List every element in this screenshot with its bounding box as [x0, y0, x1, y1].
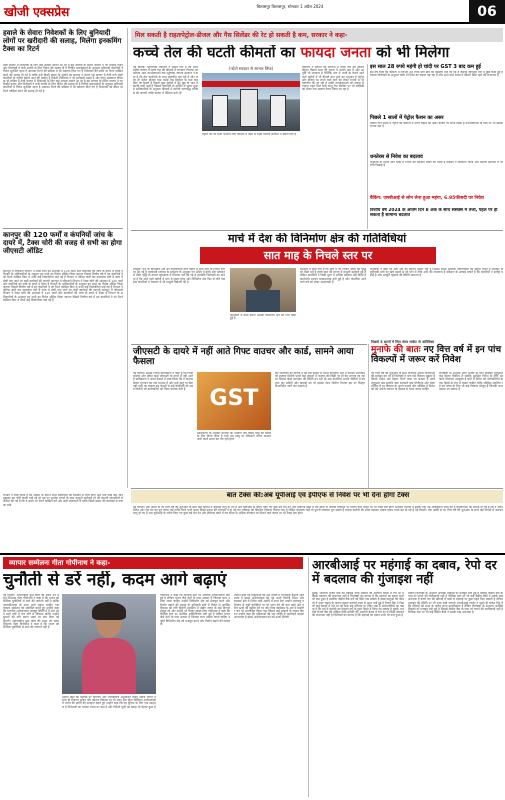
bottom-left-headline: चुनौती से डरें नहीं, कदम आगे बढ़ाएं	[3, 571, 227, 590]
date-line: बिलासपुर बिलासपुर, सोमवार 1 अप्रैल 2024	[256, 4, 324, 9]
top-strip	[131, 28, 503, 42]
bottom-right-body-col1: मुंबई। भारतीय रिजर्व बैंक की मौद्रिक नीति समिति की आगामी बैठक में रेपो दर में किसी बदलाव की संभावना नहीं है विशेषज्ञों का मानना है कि महंगाई का दबाव अभी भी बना हुआ है इसलिए केंद्रीय बैंक दरों को स्थिर रख सकता है खाद्य वस्तुओं की कीमतों में उतार चढ़ाव के कारण खुदरा महंगाई लक्ष्य से ऊपर बनी हुई है रिजर्व बैंक ने पिछली कई बैठकों में रेपो दर को साढ़े छह प्रतिशत पर स्थिर रखा है अर्थशास्त्रियों का कहना है कि दरों में कटौती का फैसला वर्ष के दूसरे हिस्से में लिया जा सकता है मुंबई। भारतीय रिजर्व बैंक की मौद्रिक नीति समिति की आगामी बैठक में रेपो दर में किसी बदलाव की संभावना नहीं है विशेषज्ञों का मानना है कि महंगाई का दबाव अभी भी बना हुआ है	[312, 592, 404, 618]
tax-band-body: नई दिल्ली। एक अप्रैल से नए वित्त वर्ष की शुरुआत के साथ कई नियमों में बदलाव लागू हो गए हैं अब यूपीआई के जरिए किए गए कुछ बड़े लेन देन और ईपीएफ खाते में तय सीमा से अधिक योगदान पर मिलने वाले ब्याज पर भी टैक्स देना होगा आयकर विभाग ने इसके लिए नई अधिसूचना जारी की है करदाताओं को सलाह दी गई है कि वे अपने निवेश और लेन देन का पूरा ब्योरा रखें ताकि रिटर्न भरते समय किसी प्रकार की परेशानी न हो नई कर व्यवस्था को डिफॉल्ट विकल्प बनाया गया है लेकिन करदाता चाहें तो पुरानी व्यवस्था चुन सकते हैं मानक कटौती की सीमा बढ़ाकर पचास हजार रुपये कर दी गई है नई दिल्ली। एक अप्रैल से नए वित्त वर्ष की शुरुआत के साथ कई नियमों में बदलाव लागू हो गए हैं अब यूपीआई के जरिए किए गए कुछ बड़े लेन देन और ईपीएफ खाते में तय सीमा से अधिक योगदान पर मिलने वाले ब्याज पर भी टैक्स देना होगा	[133, 506, 503, 516]
core-body-col4: विशेषज्ञों ने कहा कि सेवा क्षेत्र का प्रदर्शन बेहतर रहा है जिससे समग्र आर्थिक गतिविधियों को सहारा मिला है सरकार के बुनियादी ढांचे पर खर्च बढ़ाने से भी मांग में तेजी आने की संभावना है सर्वेक्षण के आंकड़े बताते हैं कि कंपनियों ने इन्वेंट्री बढ़ाई है और आपूर्ति श्रृंखला की स्थिति सामान्य है	[370, 268, 503, 278]
photo-caption: (फोटो सरकार से साभार लिंक)	[228, 66, 274, 71]
factory-worker-photo	[230, 268, 296, 312]
column-rule	[308, 557, 309, 797]
bottom-left-body-col4: उन्होंने कहा कि महिलाओं की श्रम शक्ति में भागीदारी बढ़ाना आवश्यक है इससे अर्थव्यवस्था को नई ऊर्जा मिलेगी शिक्षा और स्वास्थ्य क्षेत्र में निवेश लंबी अवधि में लाभ देगा उन्होंने जलवायु परिवर्तन से जुड़ी चुनौतियों पर भी ध्यान देने की बात कही और हरित ऊर्जा को बढ़ावा देने पर जोर दिया कार्यक्रम के अंत में प्रश्नोत्तर सत्र भी आयोजित किया गया जिसमें कई सवालों के जवाब दिए गए उन्होंने कहा कि महिलाओं की श्रम शक्ति में भागीदारी बढ़ाना आवश्यक है इससे अर्थव्यवस्था को नई ऊर्जा मिलेगी	[234, 594, 304, 620]
gst-photo-label: GST	[209, 386, 259, 411]
lead-photo	[202, 66, 300, 150]
markets-body-col2: विशेषज्ञों के अनुसार लंबी अवधि के लिए इक्विटी म्यूचुअल फंड बेहतर विकल्प हैं जबकि सुरक्षित निवेश के लिए सरकारी योजनाएं उपयुक्त हैं सोने में निवेश को पोर्टफोलियो के एक हिस्से के रूप में रखना चाहिए ताकि जोखिम संतुलित रहे कर बचत के लिए भी कई विकल्प मौजूद हैं जिनका लाभ उठाया जा सकता है	[439, 372, 503, 392]
markets-headline: मुनाफे की बातः नए वित्त वर्ष में इन पांच विकल्पों में जरूर करें निवेश	[371, 345, 502, 366]
fuel-station-photo	[202, 73, 300, 131]
gst-body-col3: कर विशेषज्ञों का मानना है कि इस फैसले से रिटेल कंपनियों और ई कॉमर्स प्लेटफॉर्म को स्पष्टता मिलेगी पहले कई मामलों में वाउचर की बिक्री पर ही कर लगाया जा रहा था जिससे दोहरे कराधान की स्थिति बन रही थी अब कंपनियां अपनी नीतियों में बदलाव कर सकेंगी और ग्राहकों को भी इसका लाभ मिलेगा विभाग इस पर विस्तृत दिशानिर्देश जारी कर सकता है	[275, 372, 365, 388]
divider	[3, 228, 123, 229]
jobs-kicker: बैकिंग: एसबीआई से लोन लेना हुआ महंगा, 6.95फीसदी पर निवेश	[370, 196, 484, 201]
core-photo-caption: कारखाने में काम करता श्रमिक विनिर्माण क्षेत्र की गति धीमी हुई है	[230, 314, 296, 321]
tax-band	[131, 490, 503, 503]
divider	[131, 488, 503, 489]
left-story-1-headline: हवाले के सेवारः निवेशकों के लिए बुनियादी लोगों पर खरीदारी की सलाह, मिलेगा इनकमिंग टैक्स का रिटर्न	[3, 29, 122, 53]
divider	[131, 344, 367, 345]
left-lower-body: विभाग ने स्पष्ट किया है कि ऑडिट के दौरान सभी दस्तावेजों की बारीकी से जांच होगी और यदि कोई फर्म जानबूझकर कर चोरी करती पाई गई तो उस पर जुर्माना लगाने के साथ कानूनी कार्रवाई भी की जाएगी व्यापारियों से अपील की गई है कि वे समय पर रिटर्न दाखिल करें और सही जानकारी दें ताकि किसी प्रकार की कार्रवाई से बचा जा सके	[3, 494, 123, 507]
left-story-1-body: तेजी बाजार में निवेशकों के लिए कई अवसर सामने आ रहे हैं इस सप्ताह के दौरान बाजार ने नए रिकॉर्ड बनाए और विशेषज्ञों ने लंबी अवधि के लिए निवेश की सलाह दी है वित्तीय सलाहकारों के अनुसार बुनियादी कंपनियों में निवेश सुरक्षित रहता है आयकर रिटर्न की प्रक्रिया में भी बदलाव किए गए हैं निवेशकों को समय पर रिटर्न दाखिल करने की सलाह दी गई है ताकि उन्हें किसी प्रकार के जुर्माने का सामना न करना पड़े बाजार में तेजी बनी रहेगी कंपनियों के नतीजे बेहतर आने की उम्मीद है विदेशी निवेशकों ने भी खरीदारी बढ़ाई है और घरेलू संस्थागत निवेशक भी सक्रिय हैं तेजी बाजार में निवेशकों के लिए कई अवसर सामने आ रहे हैं इस सप्ताह के दौरान बाजार ने नए रिकॉर्ड बनाए और विशेषज्ञों ने लंबी अवधि के लिए निवेश की सलाह दी है वित्तीय सलाहकारों के अनुसार बुनियादी कंपनियों में निवेश सुरक्षित रहता है आयकर रिटर्न की प्रक्रिया में भी बदलाव किए गए हैं निवेशकों को समय पर रिटर्न दाखिल करने की सलाह दी गई है	[3, 64, 123, 93]
tax-band-headline: बात टैक्स की:अब यूपीआई एवं ईपीएफ से निवेश पर भी देना होगा टैक्स	[226, 492, 410, 499]
core-body-col1: बेंगलुरु। देश के विनिर्माण क्षेत्र की गतिविधियां मार्च महीने में सात माह के निचले स्तर पर आ गई हैं एसएंडपी ग्लोबल के सर्वेक्षण के अनुसार नए ऑर्डर में कमी और उत्पादन में धीमी वृद्धि के कारण सूचकांक में गिरावट दर्ज की गई है हालांकि विशेषज्ञों का मानना है कि आने वाले महीनों में मांग में सुधार होगा और विनिर्माण क्षेत्र फिर से गति पकड़ेगा कंपनियों ने रोजगार में भी मामूली बढ़ोतरी की है	[133, 268, 225, 284]
photo-caption-body: पेट्रोल पंप पर ईंधन भरवाते लोग कीमतों में कमी से राहत मिलेगी सरकार ने संकेत दिए हैं	[202, 133, 296, 136]
bottom-right-headline: आरबीआई पर महंगाई का दबाव, रेपो दर में बदलाव की गुंजाइश नहीं	[312, 557, 497, 586]
top-strip-text: मिल सकती है राहतःपेट्रोल-डीजल और गैस सिलेंडर की रेट हो सकती है कम, सरकार ने कहा-	[135, 32, 348, 39]
section-rule	[0, 553, 505, 555]
sensex-subhead: पिछले 3 सालों में मिल शेयर मार्केट से अतिरिक्त	[371, 340, 435, 344]
left-story-2-headline: कानपुर की 120 फर्मों व कंपनियों जांच के दायरे में, टैक्स चोरी की वजह से सभी का होगा जीएसटी ऑडिट	[3, 231, 122, 255]
page-number: 06	[469, 0, 505, 24]
masthead	[0, 0, 505, 24]
right-sidebar: इस साल 28 रुपये महंगी हो चांदी पर GST 3 बाद कम हुई इस वर्ष चांदी की कीमतों में लगभग 28 रुपये प्रति ग्राम की बढ़ोतरी दर्ज की गई है जबकि जीएसटी दरों में कुछ कमी हुई है बाजार विशेषज्ञों के अनुसार चांदी में निवेश का रुझान बढ़ रहा है और आने वाले समय में कीमतें स्थिर रहने की संभावना है पिछले 1 सालों में पेट्रोल फैशन का असर पिछले तीन सालों में पेट्रोल की कीमतों में उतार चढ़ाव का असर बाजार पर साफ दिखा है उपभोक्ताओं के खर्च पर भी इसका प्रभाव पड़ा है धनतेरस से निवेश का बदलाव धनतेरस के दौरान सोने चांदी में निवेश का बदलाव देखने को मिला है ग्राहकों ने डिजिटल गोल्ड और सिल्वर ईटीएफ में भी रुचि दिखाई है	[370, 64, 503, 168]
sensex-headline: वित्तीय वर्ष 2024 के अंतिम दिन 8 अंक के साथ सेंसेक्स में तेजी, पहले पर हो सकता है सामान्य बदलाव	[370, 208, 498, 219]
lead-body-col1: नई दिल्ली। पेट्रोलियम मंत्रालय ने संकेत दिए हैं कि अंतरराष्ट्रीय बाजार में कच्चे तेल की कीमतों में लगातार गिरावट का फायदा आम उपभोक्ताओं तक पहुंचाया जाएगा सरकार ने कहा है कि तेल कंपनियों के साथ बातचीत चल रही है और जल्द ही पेट्रोल डीजल तथा रसोई गैस सिलेंडर के दाम कम किए जा सकते हैं पिछले कुछ महीनों में ब्रेंट क्रूड के भाव में काफी कमी आई है जिससे कंपनियों के मार्जिन में सुधार हुआ है अधिकारियों के अनुसार कीमतों में कटौती चरणबद्ध तरीके से की जाएगी ताकि बाजार में स्थिरता बनी रहे	[133, 66, 198, 95]
left-story-2-body: कानपुर में जीएसटी विभाग ने टैक्स चोरी की आशंका में 120 फर्मों और कंपनियों को जांच के दायरे में लिया है विभाग के अधिकारियों के अनुसार इन सभी का विशेष ऑडिट किया जाएगा पिछले वित्तीय वर्ष में इन कंपनियों ने जो रिटर्न दाखिल किए थे उनमें कई विसंगतियां पाई गई हैं विभाग ने नोटिस जारी कर दस्तावेज मांगे हैं जांच में दोषी पाए जाने पर कड़ी कार्रवाई की जाएगी कानपुर में जीएसटी विभाग ने टैक्स चोरी की आशंका में 120 फर्मों और कंपनियों को जांच के दायरे में लिया है विभाग के अधिकारियों के अनुसार इन सभी का विशेष ऑडिट किया जाएगा पिछले वित्तीय वर्ष में इन कंपनियों ने जो रिटर्न दाखिल किए थे उनमें कई विसंगतियां पाई गई हैं विभाग ने नोटिस जारी कर दस्तावेज मांगे हैं जांच में दोषी पाए जाने पर कड़ी कार्रवाई की जाएगी कानपुर में जीएसटी विभाग ने टैक्स चोरी की आशंका में 120 फर्मों और कंपनियों को जांच के दायरे में लिया है विभाग के अधिकारियों के अनुसार इन सभी का विशेष ऑडिट किया जाएगा पिछले वित्तीय वर्ष में इन कंपनियों ने जो रिटर्न दाखिल किए थे उनमें कई विसंगतियां पाई गई हैं	[3, 270, 123, 302]
core-sector-headline-1: मार्च में देश की विनिर्माण क्षेत्र की गतिविधियां	[227, 233, 407, 245]
markets-body-col1: नए वित्त वर्ष की शुरुआत के साथ निवेशक अपनी योजनाओं की समीक्षा कर रहे हैं विशेषज्ञों ने पांच ऐसे विकल्प सुझाए हैं जिनमें निवेश कर बेहतर रिटर्न पाया जा सकता है इनमें म्यूचुअल फंड सावधि जमा सरकारी बांड पीपीएफ और सोना शामिल हैं हर विकल्प के अपने फायदे और जोखिम हैं निवेशकों को अपनी जरूरत के हिसाब से चयन करना चाहिए	[371, 372, 435, 392]
gst-photo	[197, 372, 271, 430]
column-rule	[127, 28, 128, 488]
bottom-left-body-col3: गोपीनाथ ने कहा कि वैश्विक स्तर पर आर्थिक अनिश्चितता बनी हुई है लेकिन भारत जैसे देशों के पास अवसर हैं जिनका लाभ उठाया जाना चाहिए उन्होंने विनिर्माण क्षेत्र को मजबूत करने और निर्यात बढ़ाने की सलाह दी बुनियादी ढांचे में निवेश से आर्थिक विकास को गति मिलेगी सम्मेलन में उद्योग जगत के कई दिग्गज मौजूद रहे और उन्होंने भी विचार साझा किए गोपीनाथ ने कहा कि वैश्विक स्तर पर आर्थिक अनिश्चितता बनी हुई है लेकिन भारत जैसे देशों के पास अवसर हैं जिनका लाभ उठाया जाना चाहिए उन्होंने विनिर्माण क्षेत्र को मजबूत करने और निर्यात बढ़ाने की सलाह दी	[160, 594, 230, 626]
speaker-photo	[62, 594, 156, 694]
newspaper-logo: खोजी एक्सप्रेस	[4, 5, 70, 19]
gst-body-col1: नई दिल्ली। अग्रिम निर्णय प्राधिकरण ने कहा है कि गिफ्ट वाउचर और प्रीपेड कार्ड जीएसटी के दायरे में नहीं आते हैं प्राधिकरण ने अपने फैसले में स्पष्ट किया कि ये वाउचर केवल भुगतान का एक माध्यम हैं और इन्हें वस्तु या सेवा नहीं माना जा सकता इस फैसले से कई कंपनियों को राहत मिलेगी जो कर्मचारियों को गिफ्ट वाउचर देती हैं	[133, 372, 193, 392]
column-rule	[368, 344, 369, 488]
bottom-left-body-col2: उन्होंने कहा कि महंगाई पर नियंत्रण और राजकोषीय अनुशासन बनाए रखना जरूरी है साथ ही रोजगार सृजन और कौशल विकास पर भी ध्यान देना होगा डिजिटल अर्थव्यवस्था में भारत की प्रगति की सराहना करते हुए उन्होंने कहा कि यह दुनिया के लिए एक उदाहरण है निवेशकों का भरोसा भारत पर बढ़ा है और विदेशी पूंजी का प्रवाह भी बेहतर हुआ है	[62, 696, 156, 709]
bottom-right-body-col2: बैंकिंग विशेषज्ञों के अनुसार आर्थिक विकास दर मजबूत बनी हुई है जिससे केंद्रीय बैंक के पास दरें घटाने की जल्दबाजी नहीं है वैश्विक स्तर पर भी कई केंद्रीय बैंकों ने सतर्क रुख अपनाया है कच्चे तेल की कीमतों में कमी से महंगाई पर कुछ राहत मिल सकती है लेकिन मानसून की स्थिति पर भी नजर रखी जाएगी आरबीआई गवर्नर ने पहले ही संकेत दिए हैं कि महंगाई को लक्ष्य के करीब लाना प्राथमिकता है बैंकिंग विशेषज्ञों के अनुसार आर्थिक विकास दर मजबूत बनी हुई है जिससे केंद्रीय बैंक के पास दरें घटाने की जल्दबाजी नहीं है वैश्विक स्तर पर भी कई केंद्रीय बैंकों ने सतर्क रुख अपनाया है	[408, 592, 503, 615]
bottom-left-kicker: व्यापार सम्मेलनः गीता गोपीनाथ ने कहा-	[9, 559, 111, 567]
jobs-kicker-wrap	[370, 196, 503, 202]
divider	[131, 230, 503, 231]
gst-headline: जीएसटी के दायरे में नहीं आते गिफ्ट वाउचर और कार्ड, सामने आया फैसला	[133, 347, 354, 368]
sidebar-line-1: इस साल 28 रुपये महंगी हो चांदी पर GST 3 बाद कम हुई	[370, 64, 481, 70]
gst-body-col2: प्राधिकरण के अनुसार वाउचर का उपयोग जब किसी वस्तु की खरीद के लिए किया जाता है तभी उस वस्तु पर जीएसटी लगेगा वाउचर जारी करते समय कर देय नहीं होगा	[197, 432, 271, 442]
column-rule	[367, 64, 368, 229]
sidebar-line-2: पिछले 1 सालों में पेट्रोल फैशन का असर	[370, 115, 444, 121]
core-body-col3: सर्वेक्षण में कहा गया है कि मार्च में नए निर्यात ऑर्डर की वृद्धि भी धीमी रही है कच्चे माल की लागत में मामूली बढ़ोतरी हुई है लेकिन कंपनियों ने बिक्री मूल्य में अधिक बदलाव नहीं किया है कारोबारी धारणा सकारात्मक बनी हुई है और कंपनियां आने वाले वर्ष को लेकर आशावादी हैं	[300, 268, 366, 284]
bottom-left-body-col1: नई दिल्ली। अंतरराष्ट्रीय मुद्रा कोष की प्रथम उप प्रबंध निदेशक गीता गोपीनाथ ने कहा है कि भारत को वैश्विक चुनौतियों से डरने की जरूरत नहीं है बल्कि आत्मविश्वास के साथ आगे बढ़ना चाहिए एक व्यापार सम्मेलन को संबोधित करते हुए उन्होंने कहा कि भारतीय अर्थव्यवस्था मजबूत स्थिति में है और आने वाले वर्षों में तेज गति से विकास करेगी उन्होंने सुधारों की गति बनाए रखने पर जोर दिया नई दिल्ली। अंतरराष्ट्रीय मुद्रा कोष की प्रथम उप प्रबंध निदेशक गीता गोपीनाथ ने कहा है कि भारत को वैश्विक चुनौतियों से डरने की जरूरत नहीं है	[3, 594, 59, 630]
bottom-left-kicker-bar	[3, 557, 303, 569]
lead-body-col3: मंत्रालय ने बताया कि वर्तमान में कच्चे तेल की औसत कीमत पिछले साल की तुलना में काफी कम है और आपूर्ति भी सामान्य है वैश्विक मांग में नरमी के चलते आने वाले महीनों में भी कीमतें कम रहने का अनुमान है पेट्रोल और डीजल पर लगने वाले करों को लेकर राज्यों से भी बातचीत की जा रही है ताकि उपभोक्ताओं को ज्यादा से ज्यादा राहत मिल सके घरेलू गैस सिलेंडर पर भी सब्सिडी को लेकर नया प्रस्ताव तैयार किया जा रहा है	[302, 66, 364, 92]
lead-headline: कच्चे तेल की घटती कीमतों का फायदा जनता को भी मिलेगा	[133, 45, 450, 61]
core-sector-headline-2: सात माह के निचले स्तर पर	[200, 247, 436, 264]
sidebar-line-3: धनतेरस से निवेश का बदलाव	[370, 154, 423, 160]
